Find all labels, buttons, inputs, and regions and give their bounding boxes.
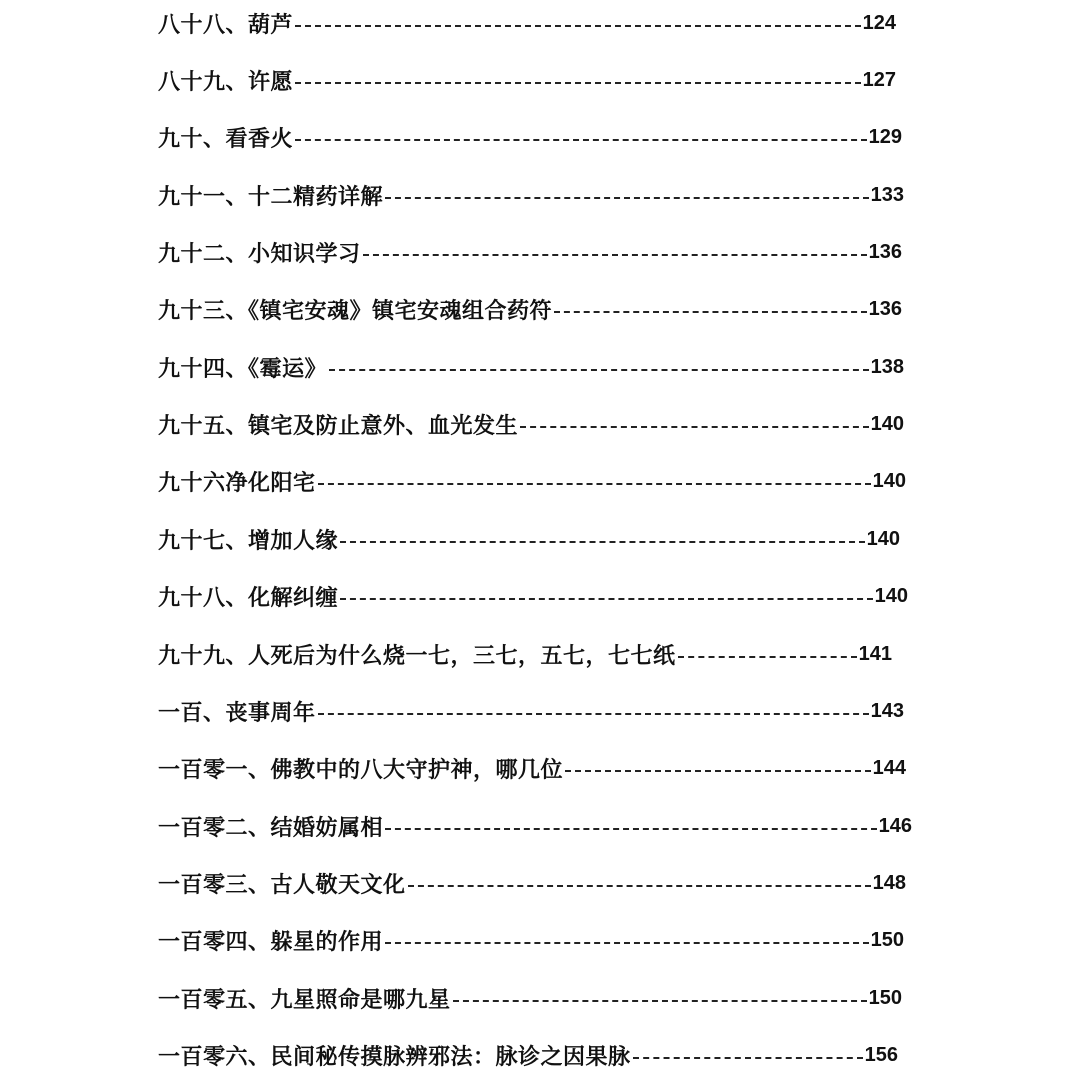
entry-title: 一百零六、民间秘传摸脉辨邪法：脉诊之因果脉 <box>158 1044 631 1070</box>
entry-page-number: 140 <box>874 584 908 607</box>
dotted-leader <box>385 197 869 199</box>
entry-page-number: 148 <box>872 871 906 894</box>
entry-title: 一百零四、躲星的作用 <box>158 929 384 955</box>
entry-title: 九十四、《霉运》 <box>158 356 328 382</box>
toc-entry <box>158 1038 898 1072</box>
entry-title: 一百零五、九星照命是哪九星 <box>158 987 451 1013</box>
dotted-leader <box>295 139 867 141</box>
entry-page-number: 156 <box>864 1043 898 1066</box>
entry-title: 一百零一、佛教中的八大守护神，哪几位 <box>158 757 564 783</box>
toc-entry <box>158 464 906 498</box>
entry-title: 一百、丧事周年 <box>158 700 316 726</box>
toc-entry <box>158 809 912 843</box>
entry-page-number: 146 <box>878 814 912 837</box>
entry-title: 九十五、镇宅及防止意外、血光发生 <box>158 413 519 439</box>
entry-title: 九十、看香火 <box>158 126 294 152</box>
dotted-leader <box>453 1000 867 1002</box>
toc-entry <box>158 637 892 671</box>
dotted-leader <box>554 311 867 313</box>
entry-page-number: 140 <box>872 469 906 492</box>
entry-page-number: 129 <box>868 125 902 148</box>
entry-title: 九十九、人死后为什么烧一七，三七，五七，七七纸 <box>158 643 676 669</box>
dotted-leader <box>678 656 857 658</box>
dotted-leader <box>520 426 869 428</box>
toc-entry <box>158 63 896 97</box>
toc-entry <box>158 522 900 556</box>
entry-title: 九十七、增加人缘 <box>158 528 339 554</box>
dotted-leader <box>318 483 871 485</box>
entry-page-number: 133 <box>870 183 904 206</box>
entry-page-number: 144 <box>872 756 906 779</box>
entry-title: 九十二、小知识学习 <box>158 241 361 267</box>
dotted-leader <box>340 598 873 600</box>
toc-entry <box>158 235 902 269</box>
toc-entry <box>158 350 904 384</box>
entry-title: 一百零三、古人敬天文化 <box>158 872 406 898</box>
toc-entry <box>158 866 906 900</box>
entry-page-number: 143 <box>870 699 904 722</box>
toc-entry <box>158 120 902 154</box>
entry-title: 一百零二、结婚妨属相 <box>158 815 384 841</box>
entry-page-number: 140 <box>866 527 900 550</box>
entry-page-number: 150 <box>868 986 902 1009</box>
toc-entry <box>158 923 904 957</box>
dotted-leader <box>633 1057 863 1059</box>
entry-title: 九十一、十二精药详解 <box>158 184 384 210</box>
entry-page-number: 124 <box>862 11 896 34</box>
dotted-leader <box>408 885 871 887</box>
dotted-leader <box>363 254 867 256</box>
entry-page-number: 141 <box>858 642 892 665</box>
entry-title: 九十六净化阳宅 <box>158 470 316 496</box>
dotted-leader <box>329 369 869 371</box>
toc-entry <box>158 981 902 1015</box>
dotted-leader <box>340 541 865 543</box>
entry-page-number: 127 <box>862 68 896 91</box>
toc-entry <box>158 751 906 785</box>
dotted-leader <box>385 828 877 830</box>
toc-entry <box>158 178 904 212</box>
entry-title: 九十八、化解纠缠 <box>158 585 339 611</box>
toc-entry <box>158 292 902 326</box>
dotted-leader <box>385 942 869 944</box>
entry-page-number: 136 <box>868 297 902 320</box>
dotted-leader <box>295 25 861 27</box>
toc-entry <box>158 6 896 40</box>
entry-title: 九十三、《镇宅安魂》镇宅安魂组合药符 <box>158 298 553 324</box>
entry-page-number: 136 <box>868 240 902 263</box>
entry-page-number: 150 <box>870 928 904 951</box>
toc-entry <box>158 407 904 441</box>
entry-page-number: 140 <box>870 412 904 435</box>
entry-page-number: 138 <box>870 355 904 378</box>
dotted-leader <box>295 82 861 84</box>
entry-title: 八十八、葫芦 <box>158 12 294 38</box>
dotted-leader <box>318 713 869 715</box>
toc-entry <box>158 579 908 613</box>
entry-title: 八十九、许愿 <box>158 69 294 95</box>
toc-entry <box>158 694 904 728</box>
dotted-leader <box>565 770 871 772</box>
